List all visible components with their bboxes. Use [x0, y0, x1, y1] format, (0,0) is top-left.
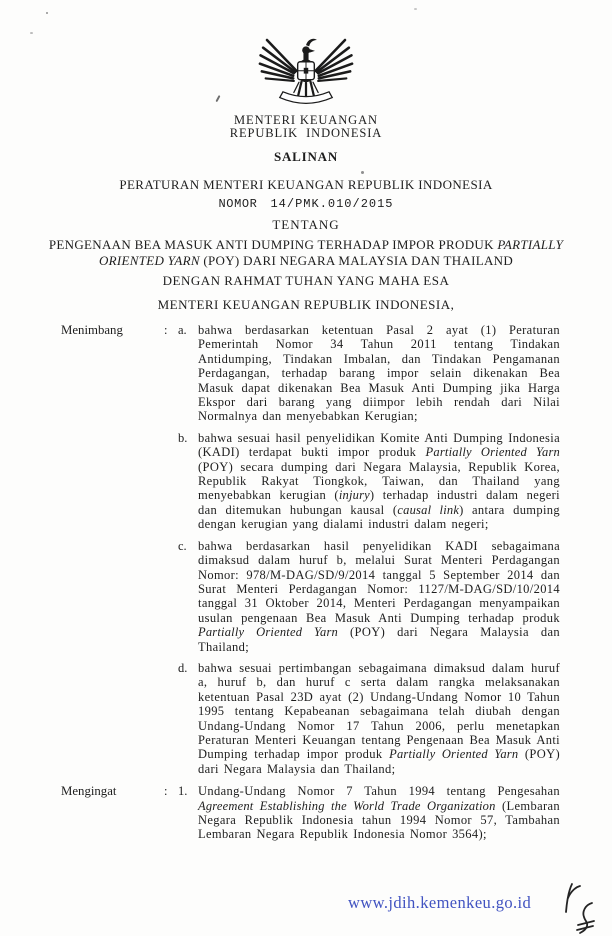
number-value: 14/PMK.010/2015	[270, 197, 394, 211]
section-label: Mengingat	[61, 784, 117, 799]
consideration-items	[178, 323, 560, 776]
legal-basis-item-1	[178, 784, 560, 842]
item-marker: d.	[178, 660, 188, 675]
consideration-item-c	[178, 539, 560, 654]
number-label: NOMOR	[218, 197, 258, 211]
item-marker: 1.	[178, 784, 188, 799]
item-text: bahwa sesuai pertimbangan sebagaimana dimaksud dalam huruf a, huruf b, dan huruf c serta dalam rangka melaksanakan ketentuan Pasal 23D ayat (2) Undang-Undang Nomor 10 Tahun 1995 tentang Kepabeanan sebagaimana telah diubah dengan Undang-Undang Nomor 17 Tahun 2006, perlu menetapkan Peraturan Menteri Keuangan tentang Pengenaan Bea Masuk Anti Dumping terhadap impor produk Partially Oriented Yarn (POY) dari Negara Malaysia dan Thailand;	[198, 660, 560, 776]
ministry-name: MENTERI KEUANGAN	[234, 113, 378, 127]
scan-artifact	[46, 12, 48, 14]
ministry-country: REPUBLIK INDONESIA	[229, 126, 383, 140]
item-marker: b.	[178, 430, 188, 445]
item-text: bahwa berdasarkan ketentuan Pasal 2 ayat (1) Peraturan Pemerintah Nomor 34 Tahun 2011 tentang Tindakan Antidumping, Tindakan Imbalan, dan Tindakan Pengamanan Perdagangan, terhadap barang impor selain dikenakan Bea Masuk dapat dikenakan Bea Masuk Anti Dumping jika Harga Ekspor dari barang yang diimpor lebih rendah dari Nilai Normalnya dan menyebabkan Kerugian;	[198, 323, 560, 424]
item-marker: a.	[178, 323, 187, 337]
garuda-pancasila-emblem	[258, 33, 355, 112]
scan-artifact	[414, 8, 417, 10]
invocation-line: DENGAN RAHMAT TUHAN YANG MAHA ESA	[162, 273, 450, 288]
handwritten-initials	[554, 881, 604, 936]
section-separator: :	[164, 784, 168, 799]
jdih-watermark-url: www.jdih.kemenkeu.go.id	[348, 893, 532, 912]
section-mengingat	[61, 784, 560, 842]
item-text: Undang-Undang Nomor 7 Tahun 1994 tentang Pengesahan Agreement Establishing the World Trade Organization (Lembaran Negara Republik Indonesia tahun 1994 Nomor 57, Tambahan Lembaran Negara Republik Indonesia Nomor 3564);	[198, 784, 560, 842]
title-block	[0, 178, 612, 311]
document-body	[0, 323, 612, 842]
scan-artifact	[30, 32, 33, 34]
section-separator: :	[164, 323, 168, 337]
page-footer	[348, 893, 608, 935]
letterhead	[0, 33, 612, 163]
about-label: TENTANG	[272, 217, 340, 232]
legal-basis-items	[178, 784, 560, 842]
section-label: Menimbang	[61, 323, 123, 337]
section-menimbang	[61, 323, 560, 776]
consideration-item-b	[178, 431, 560, 532]
issuing-authority: MENTERI KEUANGAN REPUBLIK INDONESIA,	[157, 297, 455, 312]
regulation-number	[0, 198, 612, 211]
consideration-item-a	[178, 323, 560, 424]
item-text: bahwa sesuai hasil penyelidikan Komite Anti Dumping Indonesia (KADI) terdapat bukti impor produk Partially Oriented Yarn (POY) secara dumping dari Negara Malaysia, Republik Korea, Republik Rakyat Tiongkok, Taiwan, dan Thailand yang menyebabkan kerugian (injury) terhadap industri dalam negeri dan ditemukan hubungan kausal (causal link) antara dumping dengan kerugian yang dialami industri dalam negeri;	[198, 430, 560, 532]
scan-artifact	[361, 171, 364, 174]
regulation-subject: PENGENAAN BEA MASUK ANTI DUMPING TERHADAP IMPOR PRODUK PARTIALLY ORIENTED YARN (POY) DARI NEGARA MALAYSIA DAN THAILAND	[48, 237, 564, 268]
item-text: bahwa berdasarkan hasil penyelidikan KADI sebagaimana dimaksud dalam huruf b, melalui Surat Menteri Perdagangan Nomor: 978/M-DAG/SD/9/2014 tanggal 5 September 2014 dan Surat Menteri Perdagangan Nomor: 1127/M-DAG/SD/10/2014 tanggal 31 Oktober 2014, Menteri Perdagangan menyampaikan usulan pengenaan Bea Masuk Anti Dumping terhadap produk Partially Oriented Yarn (POY) dari Negara Malaysia dan Thailand;	[198, 538, 560, 654]
copy-stamp: SALINAN	[273, 149, 339, 164]
consideration-item-d	[178, 661, 560, 776]
regulation-title: PERATURAN MENTERI KEUANGAN REPUBLIK INDONESIA	[119, 177, 493, 192]
item-marker: c.	[178, 538, 187, 553]
